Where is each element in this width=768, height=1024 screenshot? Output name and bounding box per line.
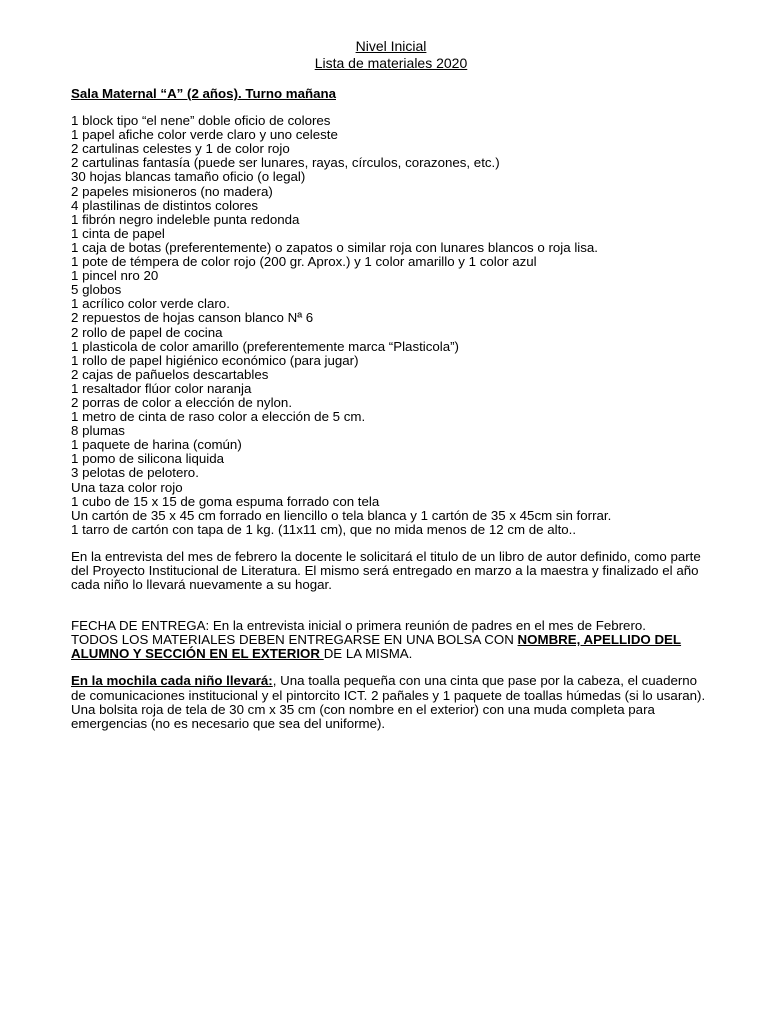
material-item: 1 fibrón negro indeleble punta redonda bbox=[71, 211, 300, 227]
bag-prefix: TODOS LOS MATERIALES DEBEN ENTREGARSE EN UNA BOLSA CON bbox=[71, 632, 518, 648]
material-item: 1 cubo de 15 x 15 de goma espuma forrado con tela bbox=[71, 493, 380, 509]
material-item: 1 papel afiche color verde claro y uno celeste bbox=[71, 127, 338, 143]
delivery-bag-instructions bbox=[71, 633, 711, 661]
material-item: 2 rollo de papel de cocina bbox=[71, 324, 223, 340]
material-item: 1 metro de cinta de raso color a elección de 5 cm. bbox=[71, 409, 366, 425]
material-item: 1 cinta de papel bbox=[71, 225, 165, 241]
material-item: 1 block tipo “el nene” doble oficio de colores bbox=[71, 113, 331, 129]
bag-emphasis: NOMBRE, APELLIDO DEL ALUMNO Y SECCIÓN EN EL EXTERIOR bbox=[71, 632, 682, 662]
material-item: 1 plasticola de color amarillo (preferentemente marca “Plasticola”) bbox=[71, 338, 459, 354]
material-item: 1 rollo de papel higiénico económico (para jugar) bbox=[71, 352, 359, 368]
document-content bbox=[71, 38, 711, 731]
material-item: 1 caja de botas (preferentemente) o zapatos o similar roja con lunares blancos o roja lisa. bbox=[71, 239, 598, 255]
book-note: En la entrevista del mes de febrero la docente le solicitará el titulo de un libro de autor definido, como parte del Proyecto Institucional de Literatura. El mismo será entregado en marzo a la maestra y finalizado el año cada niño lo llevará nuevamente a su hogar. bbox=[71, 548, 701, 593]
bag-suffix: DE LA MISMA. bbox=[323, 646, 413, 662]
material-item: 1 resaltador flúor color naranja bbox=[71, 380, 252, 396]
backpack-label: En la mochila cada niño llevará: bbox=[71, 673, 273, 689]
material-item: Un cartón de 35 x 45 cm forrado en liencillo o tela blanca y 1 cartón de 35 x 45cm sin forrar. bbox=[71, 507, 612, 523]
material-item: 1 tarro de cartón con tapa de 1 kg. (11x11 cm), que no mida menos de 12 cm de alto.. bbox=[71, 521, 577, 537]
materials-list bbox=[71, 114, 711, 537]
material-item: 30 hojas blancas tamaño oficio (o legal) bbox=[71, 169, 306, 185]
material-item: 3 pelotas de pelotero. bbox=[71, 465, 199, 481]
material-item: 2 porras de color a elección de nylon. bbox=[71, 394, 293, 410]
material-item: 1 pincel nro 20 bbox=[71, 268, 159, 284]
level-title: Nivel Inicial bbox=[355, 38, 427, 54]
material-item: 8 plumas bbox=[71, 423, 125, 439]
material-item: 2 cartulinas celestes y 1 de color rojo bbox=[71, 141, 290, 157]
material-item: 5 globos bbox=[71, 282, 122, 298]
backpack-text: , Una toalla pequeña con una cinta que pase por la cabeza, el cuaderno de comunicaciones institucional y el pintorcito ICT. 2 pañales y 1 paquete de toallas húmedas (si lo usaran). Una bolsita roja de tela de 30 cm x 35 cm (con nombre en el exterior) con una muda completa para emergencias (no es necesario que sea del uniforme). bbox=[71, 673, 706, 731]
material-item: 1 pote de témpera de color rojo (200 gr. Aprox.) y 1 color amarillo y 1 color azul bbox=[71, 254, 537, 270]
section-heading: Sala Maternal “A” (2 años). Turno mañana bbox=[71, 86, 337, 101]
material-item: 2 papeles misioneros (no madera) bbox=[71, 183, 273, 199]
material-item: 2 repuestos de hojas canson blanco Nª 6 bbox=[71, 310, 314, 326]
material-item: 1 acrílico color verde claro. bbox=[71, 296, 230, 312]
material-item: 4 plastilinas de distintos colores bbox=[71, 197, 258, 213]
material-item: 1 paquete de harina (común) bbox=[71, 437, 242, 453]
delivery-date: FECHA DE ENTREGA: En la entrevista inicial o primera reunión de padres en el mes de Febrero. bbox=[71, 618, 646, 634]
material-item: Una taza color rojo bbox=[71, 479, 183, 495]
material-item: 1 pomo de silicona liquida bbox=[71, 451, 225, 467]
material-item: 2 cartulinas fantasía (puede ser lunares, rayas, círculos, corazones, etc.) bbox=[71, 155, 500, 171]
backpack-note bbox=[71, 674, 711, 730]
material-item: 2 cajas de pañuelos descartables bbox=[71, 366, 269, 382]
list-title: Lista de materiales 2020 bbox=[314, 55, 468, 71]
